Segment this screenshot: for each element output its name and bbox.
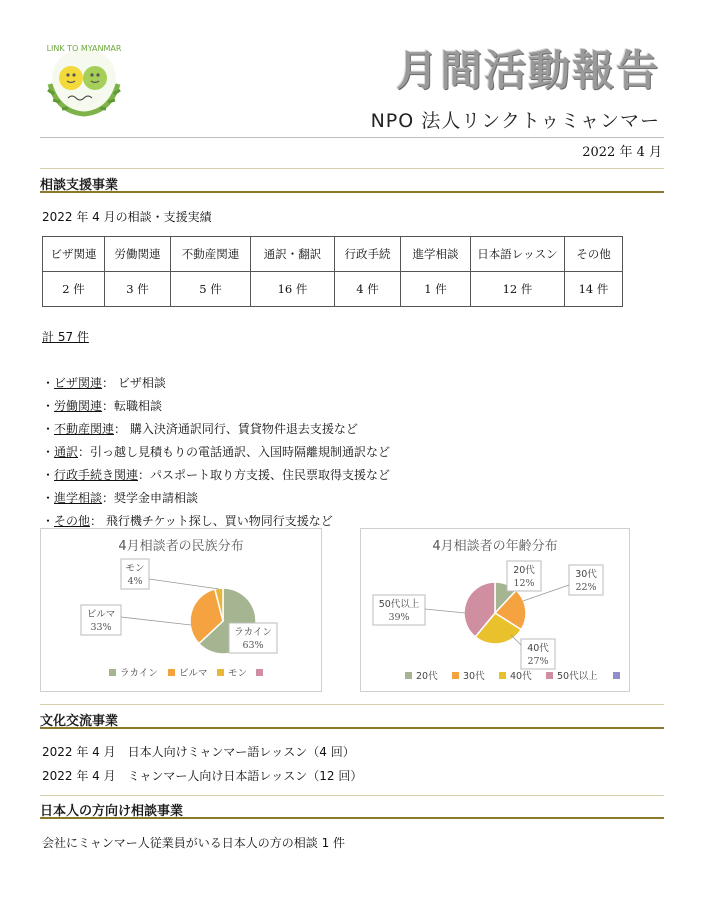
data-label-value: 63% — [242, 640, 264, 651]
bullet-desc: 飛行機チケット探し、買い物同行支援など — [105, 514, 333, 528]
legend-item — [168, 668, 208, 679]
ethnicity-chart — [40, 528, 322, 692]
bullet-sep: ： — [114, 422, 127, 436]
data-label-value: 33% — [90, 622, 112, 633]
age-chart — [360, 528, 630, 692]
table-header-cell: その他 — [565, 237, 623, 272]
table-header-cell: 通訳・翻訳 — [251, 237, 335, 272]
table-header-cell: 労働関連 — [105, 237, 171, 272]
table-cell: 1 件 — [401, 272, 471, 307]
legend-label: 30代 — [463, 671, 485, 682]
data-label — [373, 595, 465, 625]
legend-swatch — [109, 669, 116, 676]
age-pie-chart — [361, 529, 629, 691]
bullet-desc: 購入決済通訳同行、賃貸物件退去支援など — [129, 422, 358, 436]
data-label-value: 27% — [527, 656, 549, 667]
japanese-line: 会社にミャンマー人従業員がいる日本人の方の相談 1 件 — [42, 836, 346, 850]
table-cell: 14 件 — [565, 272, 623, 307]
leader-line — [149, 579, 219, 589]
header-divider — [40, 137, 664, 138]
data-label — [229, 623, 277, 653]
culture-line: 2022 年 4 月 日本人向けミャンマー語レッスン（4 回） — [42, 745, 355, 759]
bullet-desc: ビザ相談 — [117, 376, 166, 390]
table-header-cell: 行政手続 — [335, 237, 401, 272]
section-title-culture: 文化交流事業 — [40, 714, 119, 729]
data-label — [81, 605, 191, 635]
list-item: ・不動産関連： 購入決済通訳同行、賃貸物件退去支援など — [42, 422, 358, 436]
leader-line — [425, 609, 465, 613]
list-item: ・進学相談：奨学金申請相談 — [42, 491, 199, 505]
legend-label: 20代 — [416, 671, 438, 682]
legend-item — [109, 668, 158, 679]
culture-line: 2022 年 4 月 ミャンマー人向け日本語レッスン（12 回） — [42, 769, 363, 783]
consult-subtitle: 2022 年 4 月の相談・支援実績 — [42, 210, 212, 224]
list-item: ・通訳：引っ越し見積もりの電話通訳、入国時隔離規制通訳など — [42, 445, 391, 459]
legend-label: 40代 — [510, 671, 532, 682]
section-top-rule — [40, 795, 664, 796]
ethnicity-pie-chart — [41, 529, 321, 691]
leader-line — [121, 617, 191, 625]
legend-item — [256, 669, 263, 676]
legend-swatch — [168, 669, 175, 676]
bullet-desc: 転職相談 — [114, 399, 163, 413]
table-header-row — [43, 237, 623, 272]
legend-swatch — [613, 672, 620, 679]
table-cell: 16 件 — [251, 272, 335, 307]
data-label-name: 50代以上 — [378, 599, 420, 610]
bullet-label: 進学相談 — [54, 491, 103, 505]
bullet-desc: 引っ越し見積もりの電話通訳、入国時隔離規制通訳など — [90, 445, 391, 459]
logo-text: LINK TO MYANMAR — [46, 44, 122, 53]
bullet-sep: ： — [78, 445, 91, 459]
data-label — [511, 635, 555, 669]
legend-swatch — [499, 672, 506, 679]
legend-item — [613, 672, 620, 679]
bullet-label: 行政手続き関連 — [54, 468, 139, 482]
table-cell: 2 件 — [43, 272, 105, 307]
data-label-name: ラカイン — [234, 627, 272, 638]
table-cell: 4 件 — [335, 272, 401, 307]
table-cell: 5 件 — [171, 272, 251, 307]
data-label-name: 20代 — [513, 565, 535, 576]
data-label — [121, 559, 219, 589]
data-label-value: 12% — [513, 578, 535, 589]
legend-swatch — [217, 669, 224, 676]
section-bottom-rule — [40, 727, 664, 729]
section-title-japanese: 日本人の方向け相談事業 — [40, 804, 184, 819]
table-cell: 3 件 — [105, 272, 171, 307]
org-name: NPO 法人リンクトゥミャンマー — [370, 110, 660, 132]
bullet-sep: ： — [102, 399, 115, 413]
legend-swatch — [405, 672, 412, 679]
legend-swatch — [256, 669, 263, 676]
legend-item — [405, 670, 438, 682]
section-bottom-rule — [40, 817, 664, 819]
legend-item — [499, 670, 532, 682]
list-item: ・ビザ関連： ビザ相談 — [42, 376, 166, 390]
table-header-cell: 不動産関連 — [171, 237, 251, 272]
section-top-rule — [40, 168, 664, 169]
bullet-label: 通訳 — [54, 445, 79, 459]
bullet-label: その他 — [54, 514, 91, 528]
legend-label: ラカイン — [120, 668, 158, 679]
bullet-sep: ： — [90, 514, 103, 528]
section-top-rule — [40, 704, 664, 705]
bullet-label: 労働関連 — [54, 399, 103, 413]
bullet-sep: ： — [102, 491, 115, 505]
table-header-cell: ビザ関連 — [43, 237, 105, 272]
bullet-desc: 奨学金申請相談 — [114, 491, 199, 505]
legend-item — [217, 668, 247, 679]
data-label-name: ビルマ — [86, 609, 116, 620]
data-label-name: 40代 — [527, 643, 549, 654]
data-label-value: 22% — [575, 582, 597, 593]
legend-label: モン — [228, 668, 248, 679]
list-item: ・労働関連：転職相談 — [42, 399, 163, 413]
table-header-cell: 進学相談 — [401, 237, 471, 272]
page-title: 月間活動報告 — [395, 46, 660, 95]
data-label — [507, 561, 541, 591]
data-label-name: モン — [125, 563, 145, 574]
section-title-consult: 相談支援事業 — [40, 178, 119, 193]
bullet-label: ビザ関連 — [54, 376, 103, 390]
list-item: ・その他： 飛行機チケット探し、買い物同行支援など — [42, 514, 333, 528]
data-label-value: 39% — [388, 612, 410, 623]
consult-total: 計 57 件 — [42, 330, 89, 344]
report-date: 2022 年 4 月 — [582, 145, 662, 160]
legend-swatch — [546, 672, 553, 679]
bullet-sep: ： — [138, 468, 151, 482]
table-cell: 12 件 — [471, 272, 565, 307]
legend-swatch — [452, 672, 459, 679]
list-item: ・行政手続き関連：パスポート取り方支援、住民票取得支援など — [42, 468, 391, 482]
table-row — [43, 272, 623, 307]
legend-item — [546, 670, 598, 682]
data-label-name: 30代 — [575, 569, 597, 580]
chart-title: 4月相談者の年齢分布 — [432, 539, 558, 554]
chart-title: 4月相談者の民族分布 — [118, 539, 244, 554]
bullet-label: 不動産関連 — [54, 422, 115, 436]
logo — [38, 38, 130, 118]
table-header-cell: 日本語レッスン — [471, 237, 565, 272]
bullet-sep: ： — [102, 376, 115, 390]
legend-item — [452, 670, 485, 682]
stats-table — [42, 236, 623, 307]
bullet-desc: パスポート取り方支援、住民票取得支援など — [150, 468, 391, 482]
legend-label: 50代以上 — [557, 671, 598, 682]
legend-label: ビルマ — [179, 668, 208, 679]
data-label-value: 4% — [127, 576, 143, 587]
section-bottom-rule — [40, 191, 664, 193]
